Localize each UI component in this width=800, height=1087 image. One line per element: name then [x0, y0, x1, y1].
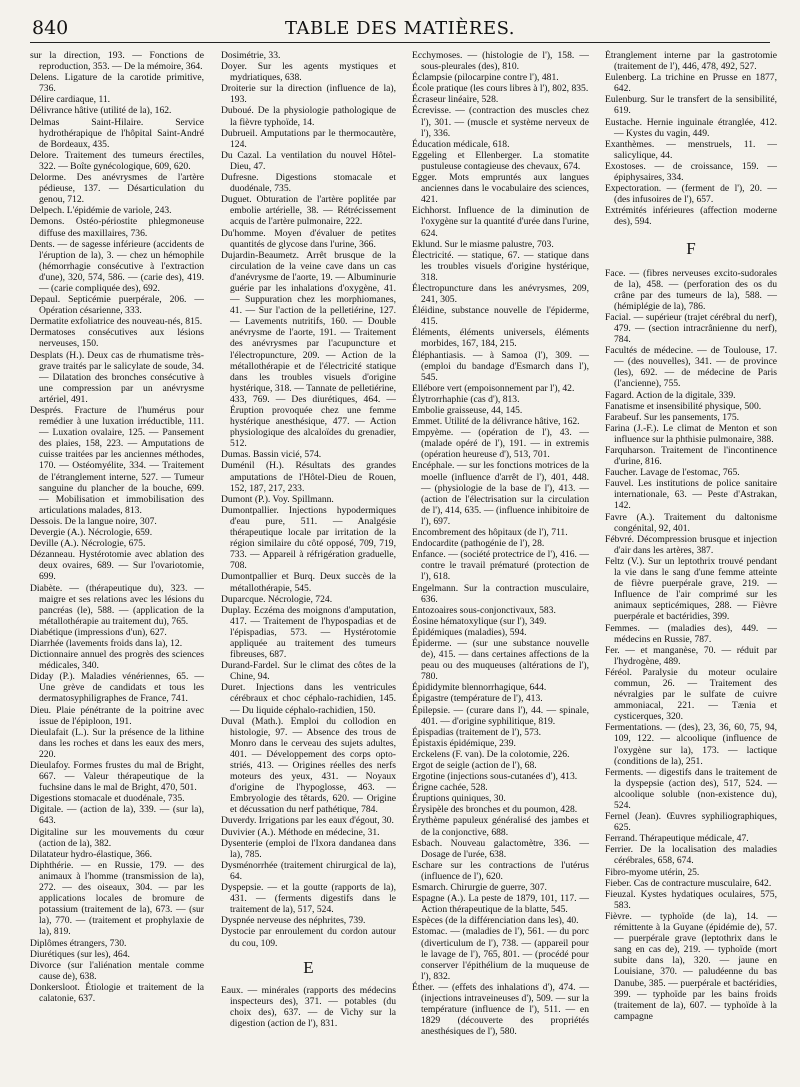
index-entry: Dyspnée nerveuse des néphrites, 739.	[221, 915, 366, 927]
index-entry: Emmet. Utilité de la délivrance hâtive, 162.	[412, 416, 580, 428]
index-entry: Éducation médicale, 618.	[412, 138, 510, 150]
index-entry: Espèces (de la différenciation dans les), 40.	[412, 915, 579, 927]
index-column-3	[412, 50, 589, 1080]
index-entry: Endocardite (pathogénie de l'), 28.	[412, 538, 545, 550]
index-entry: Durand-Fardel. Sur le climat des côtes de la Chine, 94.	[221, 660, 396, 683]
index-entry: Fieber. Cas de contracture musculaire, 642.	[605, 877, 772, 889]
index-entry: Dermatoses consécutives aux lésions nerveuses, 150.	[30, 327, 204, 350]
index-entry: Diabète. — (thérapeutique du), 323. — maigre et ses relations avec les lésions du pancréas (le), 588. — (application de la métallothérapie au traitement du), 765.	[30, 582, 204, 627]
index-entry: Eklund. Sur le miasme palustre, 703.	[412, 238, 554, 250]
index-entry: Espagne (A.). La peste de 1879, 101, 117. — Action thérapeutique de la blatte, 545.	[412, 893, 589, 916]
index-entry: Encéphale. — sur les fonctions motrices de la moelle (influence d'arrêt de l'), 401, 448. — (physiologie de la base de l'), 413. — (action de l'électrisation sur la circulation de l'), 414, 635. — (influence inhibitoire de l'), 697.	[412, 460, 589, 527]
index-entry: Depaul. Septicémie puerpérale, 206. — Opération césarienne, 333.	[30, 294, 204, 317]
index-entry: Ferrand. Thérapeutique médicale, 47.	[605, 833, 749, 845]
index-entry: Face. — (fibres nerveuses excito-sudorales de la), 458. — (perforation des os du crâne par des tumeurs de la), 588. — (hémiplégie de la), 786.	[605, 267, 777, 312]
index-entry: Femmes. — (maladies des), 449. — médecins en Russie, 787.	[605, 622, 777, 645]
index-entry: sur la direction, 193. — Fonctions de reproduction, 353. — De la mémoire, 364.	[30, 50, 204, 73]
index-entry: Desplats (H.). Deux cas de rhumatisme très-grave traités par le salicylate de soude, 34. — Dilatation des bronches consécutive à une compression par un anévrysme artériel, 491.	[30, 349, 204, 405]
index-entry: Épistaxis épidémique, 239.	[412, 737, 516, 749]
index-entry: Extrémités inférieures (affection moderne des), 594.	[605, 205, 777, 228]
index-entry: Diday (P.). Maladies vénériennes, 65. — Une grève de candidats et tous les dermatosyphiligraphes de France, 741.	[30, 671, 204, 705]
index-column-4	[605, 50, 777, 1080]
index-columns	[30, 50, 775, 1080]
index-entry: Entozoaires sous-conjonctivaux, 583.	[412, 604, 556, 616]
index-entry: Épispadias (traitement de l'), 573.	[412, 726, 542, 738]
index-entry: Fauvel. Les institutions de police sanitaire internationale, 63. — Peste d'Astrakan, 142.	[605, 478, 777, 512]
index-entry: Dieulafait (L.). Sur la présence de la lithine dans les roches et dans les eaux des mers, 220.	[30, 726, 204, 760]
index-entry: Dermatite exfoliatrice des nouveau-nés, 815.	[30, 316, 203, 328]
index-entry: Diurétiques (sur les), 464.	[30, 948, 130, 960]
index-entry: Épilepsie. — (curare dans l'), 44. — spinale, 401. — d'origine syphilitique, 819.	[412, 704, 589, 727]
index-entry: Ergotine (injections sous-cutanées d'), 413.	[412, 771, 578, 783]
index-entry: Écrevisse. — (contraction des muscles chez l'), 301. — (muscle et système nerveux de l'), 336.	[412, 105, 589, 139]
index-entry: Digitaline sur les mouvements du cœur (action de la), 382.	[30, 826, 204, 849]
index-entry: Deville (A.). Nécrologie, 675.	[30, 538, 146, 550]
index-entry: Delmas Saint-Hilaire. Service hydrothérapique de l'hôpital Saint-André de Bordeaux, 435.	[30, 116, 204, 150]
index-entry: Embolie graisseuse, 44, 145.	[412, 405, 523, 416]
index-entry: Exanthèmes. — menstruels, 11. — salicylique, 44.	[605, 138, 777, 161]
index-entry: Diarrhée (lavements froids dans la), 12.	[30, 637, 183, 649]
index-entry: Dieulafoy. Formes frustes du mal de Bright, 667. — Valeur thérapeutique de la fuchsine dans le mal de Bright, 470, 501.	[30, 760, 204, 794]
section-letter: E	[303, 957, 314, 977]
index-entry: Éosine hématoxylique (sur l'), 349.	[412, 615, 547, 627]
index-entry: Duval (Math.). Emploi du collodion en histologie, 97. — Absence des trous de Monro dans le cerveau des sujets adultes, 401. — Développement des corps opto-striés, 413. — Origines réelles des nerfs moteurs des yeux, 431. — Noyaux d'origine de l'hypoglosse, 463. — Embryologie des têtards, 620. — Origine et décussation du nerf pathétique, 784.	[221, 715, 396, 816]
index-entry: École pratique (les cours libres à l'), 802, 835.	[412, 83, 589, 95]
index-entry: Épiderme. — (sur une substance nouvelle de), 415. — dans certaines affections de la peau ou des muqueuses (altérations de l'), 780.	[412, 637, 589, 683]
index-entry: Favre (A.). Traitement du daltonisme congénital, 92, 401.	[605, 511, 777, 534]
index-entry: Duboué. De la physiologie pathologique de la fièvre typhoïde, 14.	[221, 105, 396, 128]
index-entry: Delorme. Des anévrysmes de l'artère pédieuse, 137. — Désarticulation du genou, 712.	[30, 172, 204, 206]
index-entry: Esbach. Nouveau galactomètre, 336. — Dosage de l'urée, 638.	[412, 837, 589, 860]
index-column-2	[221, 50, 396, 1080]
index-entry: Écraseur linéaire, 528.	[412, 94, 499, 106]
index-entry: Fanatisme et insensibilité physique, 500.	[605, 400, 762, 412]
index-entry: Dumas. Bassin vicié, 574.	[221, 449, 322, 461]
index-entry: Eulenburg. Sur le transfert de la sensibilité, 619.	[605, 94, 777, 117]
index-entry: Fibro-myome utérin, 25.	[605, 866, 700, 878]
index-entry: Dilatateur hydro-élastique, 366.	[30, 848, 153, 860]
index-entry: Demons. Ostéo-périostite phlegmoneuse diffuse des maxillaires, 736.	[30, 216, 204, 239]
index-entry: Ergot de seigle (action de l'), 68.	[412, 760, 537, 771]
index-entry: Encombrement des hôpitaux (de l'), 711.	[412, 527, 568, 539]
index-entry: Duret. Injections dans les ventricules cérébraux et choc céphalo-rachidien, 145. — Du liquide céphalo-rachidien, 150.	[221, 682, 396, 716]
index-entry: Duménil (H.). Résultats des grandes amputations de l'Hôtel-Dieu de Rouen, 152, 187, 217, 233.	[221, 460, 396, 494]
index-entry: Doyer. Sur les agents mystiques et mydriatiques, 638.	[221, 61, 396, 84]
index-entry: Eaux. — minérales (rapports des médecins inspecteurs des), 371. — potables (du choix des), 637. — de Vichy sur la digestion (action de l'), 831.	[221, 984, 396, 1029]
index-entry: Dieu. Plaie pénétrante de la poitrine avec issue de l'épiploon, 191.	[30, 704, 204, 727]
index-entry: Farabeuf. Sur les pansements, 175.	[605, 411, 740, 423]
index-column-1	[30, 50, 204, 1080]
index-entry: Duvivier (A.). Méthode en médecine, 31.	[221, 826, 380, 838]
index-entry: Dézanneau. Hystérotomie avec ablation des deux ovaires, 689. — Sur l'ovariotomie, 699.	[30, 549, 204, 583]
index-entry: Empyème. — (opération de l'), 43. — (malade opéré de l'), 191. — in extremis (opération heureuse d'), 513, 701.	[412, 427, 589, 461]
index-entry: Fermentations. — (des), 23, 36, 60, 75, 94, 109, 122. — alcoolique (influence de l'oxygène sur la), 173. — lactique (conditions de la), 251.	[605, 722, 777, 767]
index-entry: Dufresne. Digestions stomacale et duodénale, 735.	[221, 172, 396, 195]
index-entry: Dubrueil. Amputations par le thermocautère, 124.	[221, 127, 396, 150]
index-entry: Du Cazal. La ventilation du nouvel Hôtel-Dieu, 47.	[221, 149, 396, 172]
index-entry: Épidémiques (maladies), 594.	[412, 626, 527, 638]
index-entry: Estomac. — (maladies de l'), 561. — du porc (diverticulum de l'), 738. — (appareil pour le lavage de l'), 765, 801. — (procédé pour conserver l'épithélium de la muqueuse de l'), 832.	[412, 926, 589, 982]
index-entry: Ecchymoses. — (histologie de l'), 158. — sous-pleurales (des), 810.	[412, 50, 589, 73]
index-entry: Fer. — et manganèse, 70. — réduit par l'hydrogène, 489.	[605, 644, 777, 667]
index-entry: Diabétique (impressions d'un), 627.	[30, 626, 167, 638]
index-entry: Enfance. — (société protectrice de l'), 416. — contre le travail prématuré (protection de l'), 618.	[412, 549, 589, 583]
index-entry: Delore. Traitement des tumeurs érectiles, 322. — Boîte gynécologique, 609, 620.	[30, 149, 204, 172]
index-entry: Étranglement interne par la gastrotomie (traitement de l'), 446, 478, 492, 527.	[605, 50, 777, 73]
index-entry: Eggeling et Ellenberger. La stomatite pustuleuse contagieuse des chevaux, 674.	[412, 149, 589, 172]
index-entry: Fébvré. Décompression brusque et injection d'air dans les artères, 387.	[605, 533, 777, 556]
index-entry: Diplômes étrangers, 730.	[30, 937, 127, 949]
index-entry: Éléidine, substance nouvelle de l'épiderme, 415.	[412, 305, 589, 328]
index-entry: Facial. — supérieur (trajet cérébral du nerf), 479. — (section intracrânienne du nerf), 784.	[605, 311, 777, 346]
index-entry: Duplay. Eczéma des moignons d'amputation, 417. — Traitement de l'hypospadias et de l'épispadias, 573. — Hystérotomie appliquée au traitement des tumeurs fibreuses, 687.	[221, 604, 396, 661]
index-entry: Fièvre. — typhoïde (de la), 14. — rémittente à la Guyane (épidémie de), 57. — puerpérale grave (leptothrix dans le sang en cas de), 219. — typhoïde (mort subite dans la), 320. — jaune en Louisiane, 370. — paludéenne du bas Danube, 385. — puerpérale et bactéridies, 399. — typhoïde par les bains froids (traitement de la), 607. — typhoïde à la campagne	[605, 910, 777, 1022]
index-entry: Ferments. — digestifs dans le traitement de la dyspepsie (action des), 517, 524. — alcoolique soluble (non-existence du), 524.	[605, 766, 777, 811]
running-title: TABLE DES MATIÈRES.	[285, 18, 515, 39]
index-entry: Eschare sur les contractions de l'utérus (influence de l'), 620.	[412, 859, 589, 882]
index-entry: Ferrier. De la localisation des maladies cérébrales, 658, 674.	[605, 844, 777, 867]
index-entry: Duguet. Obturation de l'artère poplitée par embolie artérielle, 38. — Rétrécissement acquis de l'artère pulmonaire, 222.	[221, 194, 396, 228]
page-number: 840	[32, 17, 69, 39]
index-entry: Épididymite blennorrhagique, 644.	[412, 682, 547, 694]
index-entry: Delens. Ligature de la carotide primitive, 736.	[30, 72, 204, 95]
index-entry: Dosimétrie, 33.	[221, 50, 281, 61]
index-entry: Élytrorrhaphie (cas d'), 813.	[412, 393, 520, 405]
index-entry: Eustache. Hernie inguinale étranglée, 412. — Kystes du vagin, 449.	[605, 116, 777, 139]
index-entry: Donkersloot. Étiologie et traitement de la calatonie, 637.	[30, 981, 204, 1004]
index-entry: Dents. — de sagesse inférieure (accidents de l'éruption de la), 3. — chez un hémophile (hémorrhagie consécutive à l'extraction d'une), 320, 574, 586. — (carie des), 419. — (carie compliquée des), 692.	[30, 238, 204, 294]
index-entry: Fagard. Action de la digitale, 339.	[605, 389, 736, 401]
index-entry: Droiterie sur la direction (influence de la), 193.	[221, 83, 396, 106]
index-entry: Dystocie par enroulement du cordon autour du cou, 109.	[221, 926, 396, 949]
index-entry: Délire cardiaque, 11.	[30, 94, 111, 106]
index-entry: Du'homme. Moyen d'évaluer de petites quantités de glycose dans l'urine, 366.	[221, 227, 396, 250]
index-entry: Éclampsie (pilocarpine contre l'), 481.	[412, 72, 559, 84]
index-entry: Dumont (P.). Voy. Spillmann.	[221, 493, 334, 505]
index-entry: Électropuncture dans les anévrysmes, 209, 241, 305.	[412, 282, 589, 306]
index-entry: Dessois. De la langue noire, 307.	[30, 515, 157, 527]
index-entry: Fieuzal. Kystes hydatiques oculaires, 575, 583.	[605, 888, 777, 911]
section-letter: F	[686, 238, 696, 258]
index-entry: Éléments, éléments universels, éléments morbides, 167, 184, 215.	[412, 327, 589, 350]
index-entry: Duverdy. Irrigations par les eaux d'égout, 30.	[221, 815, 394, 827]
index-entry: Électricité. — statique, 67. — statique dans les troubles visuels d'origine hystérique, 318.	[412, 249, 589, 283]
index-entry: Feltz (V.). Sur un leptothrix trouvé pendant la vie dans le sang d'une femme atteinte de fièvre puerpérale grave, 219. — Influence de l'air comprimé sur les animaux septicémiques, 288. — Fièvre puerpérale et bactéridies, 399.	[605, 555, 777, 623]
index-entry: Eulenberg. La trichine en Prusse en 1877, 642.	[605, 72, 777, 95]
index-entry: Érigne cachée, 528.	[412, 782, 488, 794]
index-entry: Dictionnaire annuel des progrès des sciences médicales, 340.	[30, 649, 204, 672]
index-entry: Exostoses. — de croissance, 159. — épiphysaires, 334.	[605, 160, 777, 184]
index-entry: Digitale. — (action de la), 339. — (sur la), 643.	[30, 804, 204, 827]
index-entry: Éruptions quiniques, 30.	[412, 793, 506, 805]
index-entry: Esmarch. Chirurgie de guerre, 307.	[412, 882, 547, 894]
index-entry: Dumontpallier et Burq. Deux succès de la métallothérapie, 545.	[221, 571, 396, 594]
index-entry: Divorce (sur l'aliénation mentale comme cause de), 638.	[30, 959, 204, 982]
index-entry: Érythème papuleux généralisé des jambes et de la conjonctive, 688.	[412, 815, 589, 838]
index-entry: Diphthérie. — en Russie, 179. — des animaux à l'homme (transmission de la), 272. — des oiseaux, 304. — par les applications locales de bromure de potassium (traitement de la), 673. — (sur la), 770. — (traitement et prophylaxie de la), 819.	[30, 859, 204, 938]
index-entry: Després. Fracture de l'humérus pour remédier à une luxation irréductible, 111. — Luxation ovalaire, 125. — Pansement des plaies, 158, 223. — Amputations de cuisse traitées par les anciennes méthodes, 170. — Ostéomyélite, 334. — Traitement de l'étranglement interne, 527. — Tumeur sanguine du plancher de la bouche, 699. — Mobilisation et immobilisation des articulations malades, 813.	[30, 405, 204, 516]
index-entry: Delpech. L'épidémie de variole, 243.	[30, 205, 172, 217]
index-entry: Eichhorst. Influence de la diminution de l'oxygène sur la quantité d'urée dans l'urine, 624.	[412, 205, 589, 239]
index-entry: Épigastre (température de l'), 413.	[412, 693, 543, 705]
index-entry: Duparcque. Nécrologie, 724.	[221, 593, 333, 605]
index-entry: Féréol. Paralysie du moteur oculaire commun, 26. — Traitement des névralgies par le sulfate de cuivre ammoniacal, 221. — Tænia et cysticerques, 320.	[605, 666, 777, 723]
index-entry: Facultés de médecine. — de Toulouse, 17. — (des nouvelles), 341. — de province (les), 692. — de médecine de Paris (l'ancienne), 755.	[605, 345, 777, 390]
index-entry: Délivrance hâtive (utilité de la), 162.	[30, 105, 172, 117]
index-entry: Farina (J.-F.). Le climat de Menton et son influence sur la phthisie pulmonaire, 388.	[605, 422, 777, 445]
index-entry: Éther. — (effets des inhalations d'), 474. — (injections intraveineuses d'), 509. — sur la température (influence de l'), 511. — en 1829 (découverte des propriétés anesthésiques de l'), 580.	[412, 981, 589, 1038]
index-entry: Éléphantiasis. — à Samoa (l'), 309. — (emploi du bandage d'Esmarch dans l'), 545.	[412, 349, 589, 383]
index-entry: Faucher. Lavage de l'estomac, 765.	[605, 467, 740, 479]
index-entry: Expectoration. — (ferment de l'), 20. — (des infusoires de l'), 657.	[605, 183, 777, 206]
index-entry: Erckelens (F. van). De la colotomie, 226.	[412, 748, 570, 760]
index-entry: Egger. Mots empruntés aux langues anciennes dans le vocabulaire des sciences, 421.	[412, 172, 589, 206]
index-entry: Engelmann. Sur la contraction musculaire, 636.	[412, 582, 589, 605]
index-entry: Ellébore vert (empoisonnement par l'), 42.	[412, 382, 575, 394]
index-entry: Digestions stomacale et duodénale, 735.	[30, 793, 185, 805]
index-entry: Farquharson. Traitement de l'incontinence d'urine, 816.	[605, 445, 777, 468]
index-entry: Dujardin-Beaumetz. Arrêt brusque de la circulation de la veine cave dans un cas d'anévrysme de l'aorte, 19. — Albuminurie guérie par les inhalations d'oxygène, 41. — Suppuration chez les morphiomanes, 41. — Sur l'action de la pelletiérine, 127. — Lavements nutritifs, 160. — Double anévrysme de l'aorte, 191. — Traitement des anévrysmes par l'acupuncture et l'électropuncture, 209. — Action de la métallothérapie et de l'électricité statique dans les troubles visuels d'origine hystérique, 318. — Tannate de pelletiérine, 433, 769. — Des diurétiques, 464. — Éruption provoquée chez une femme hystérique anesthésique, 477. — Action physiologique des alcaloïdes du grenadier, 512.	[221, 249, 396, 450]
index-entry: Dysménorrhée (traitement chirurgical de la), 64.	[221, 859, 396, 882]
index-entry: Érysipèle des bronches et du poumon, 428.	[412, 804, 578, 816]
index-entry: Dyspepsie. — et la goutte (rapports de la), 431. — (ferments digestifs dans le traitement de la), 517, 524.	[221, 882, 396, 916]
index-entry: Dumontpallier. Injections hypodermiques d'eau pure, 511. — Analgésie thérapeutique locale par irritation de la région similaire du côté opposé, 709, 719, 733. — Appareil à réfrigération graduelle, 708.	[221, 504, 396, 572]
index-entry: Devergie (A.). Nécrologie, 659.	[30, 527, 153, 539]
index-entry: Dysenterie (emploi de l'Ixora dandanea dans la), 785.	[221, 837, 396, 860]
index-entry: Fernel (Jean). Œuvres syphiliographiques, 625.	[605, 811, 777, 834]
page-header	[30, 14, 770, 43]
